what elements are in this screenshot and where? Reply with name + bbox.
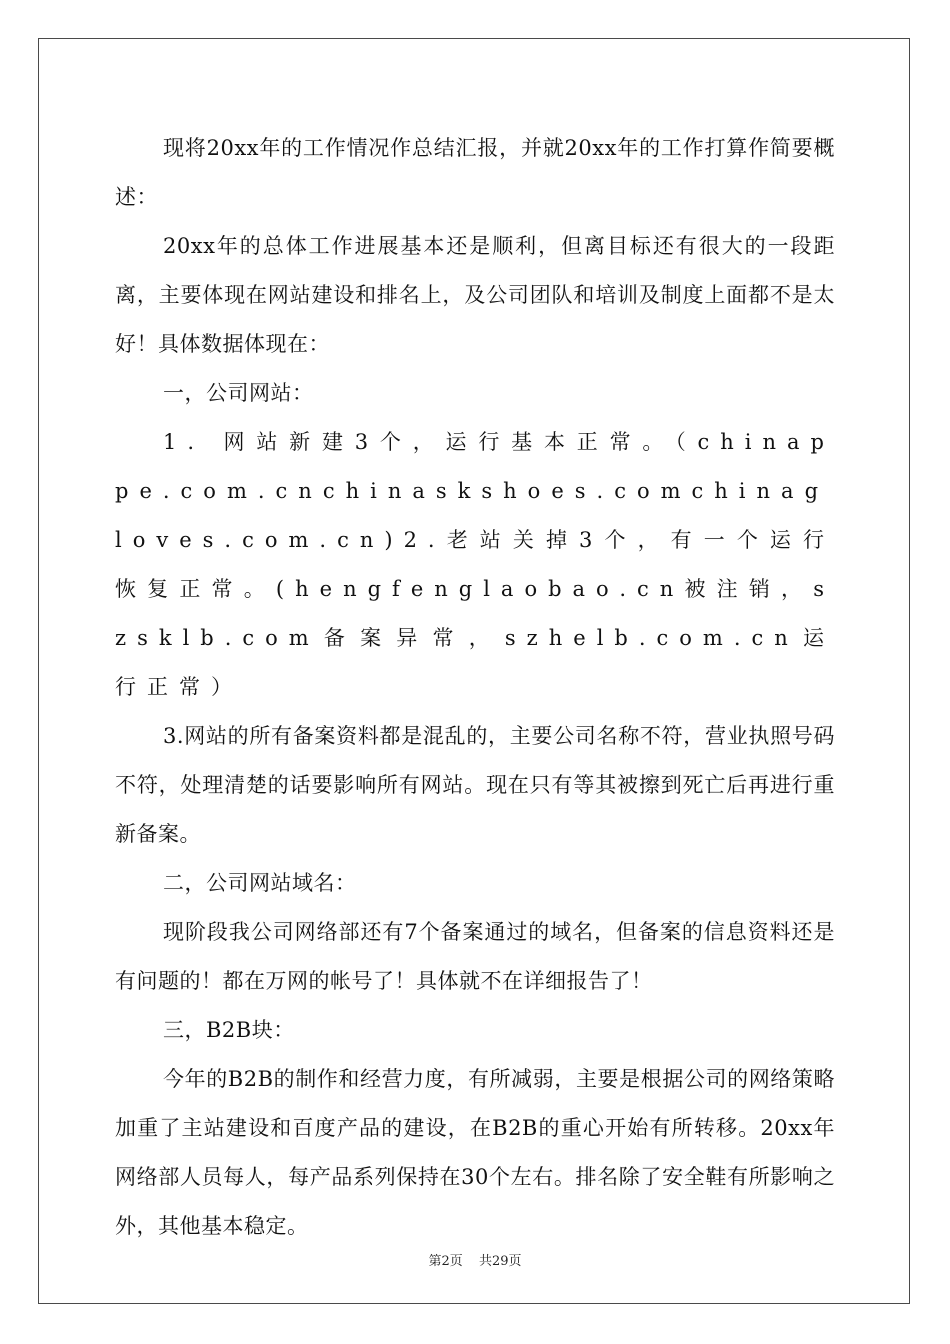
paragraph-b2b: 今年的B2B的制作和经营力度，有所减弱，主要是根据公司的网络策略加重了主站建设和百度产品的建设，在B2B的重心开始有所转移。20xx年网络部人员每人，每产品系列保持在30个左右。排名除了安全鞋有所影响之外，其他基本稳定。 <box>115 1067 835 1238</box>
paragraph-website-filing: 3.网站的所有备案资料都是混乱的，主要公司名称不符，营业执照号码不符，处理清楚的话要影响所有网站。现在只有等其被擦到死亡后再进行重新备案。 <box>115 724 835 846</box>
section-heading-website: 一，公司网站： <box>163 381 314 405</box>
document-body <box>115 124 835 1251</box>
page-footer <box>0 1250 950 1269</box>
paragraph-intro: 现将20xx年的工作情况作总结汇报，并就20xx年的工作打算作简要概述： <box>115 136 835 209</box>
paragraph-website-items: 1. 网站新建3个，运行基本正常。（chinappe.com.cnchinaskshoes.comchinagloves.com.cn)2.老站关掉3个，有一个运行恢复正常。(hengfenglaobao.cn被注销，szsklb.com备案异常，szhelb.com.cn运行正常） <box>115 430 835 699</box>
paragraph-domains: 现阶段我公司网络部还有7个备案通过的域名，但备案的信息资料还是有问题的！都在万网的帐号了！具体就不在详细报告了！ <box>115 920 835 993</box>
section-heading-domains: 二，公司网站域名： <box>163 871 357 895</box>
paragraph-overview: 20xx年的总体工作进展基本还是顺利，但离目标还有很大的一段距离，主要体现在网站建设和排名上，及公司团队和培训及制度上面都不是太好！具体数据体现在： <box>115 234 835 356</box>
page-number: 第2页 <box>428 1254 463 1269</box>
section-heading-b2b: 三，B2B块： <box>163 1018 295 1042</box>
page-total: 共29页 <box>478 1254 522 1269</box>
